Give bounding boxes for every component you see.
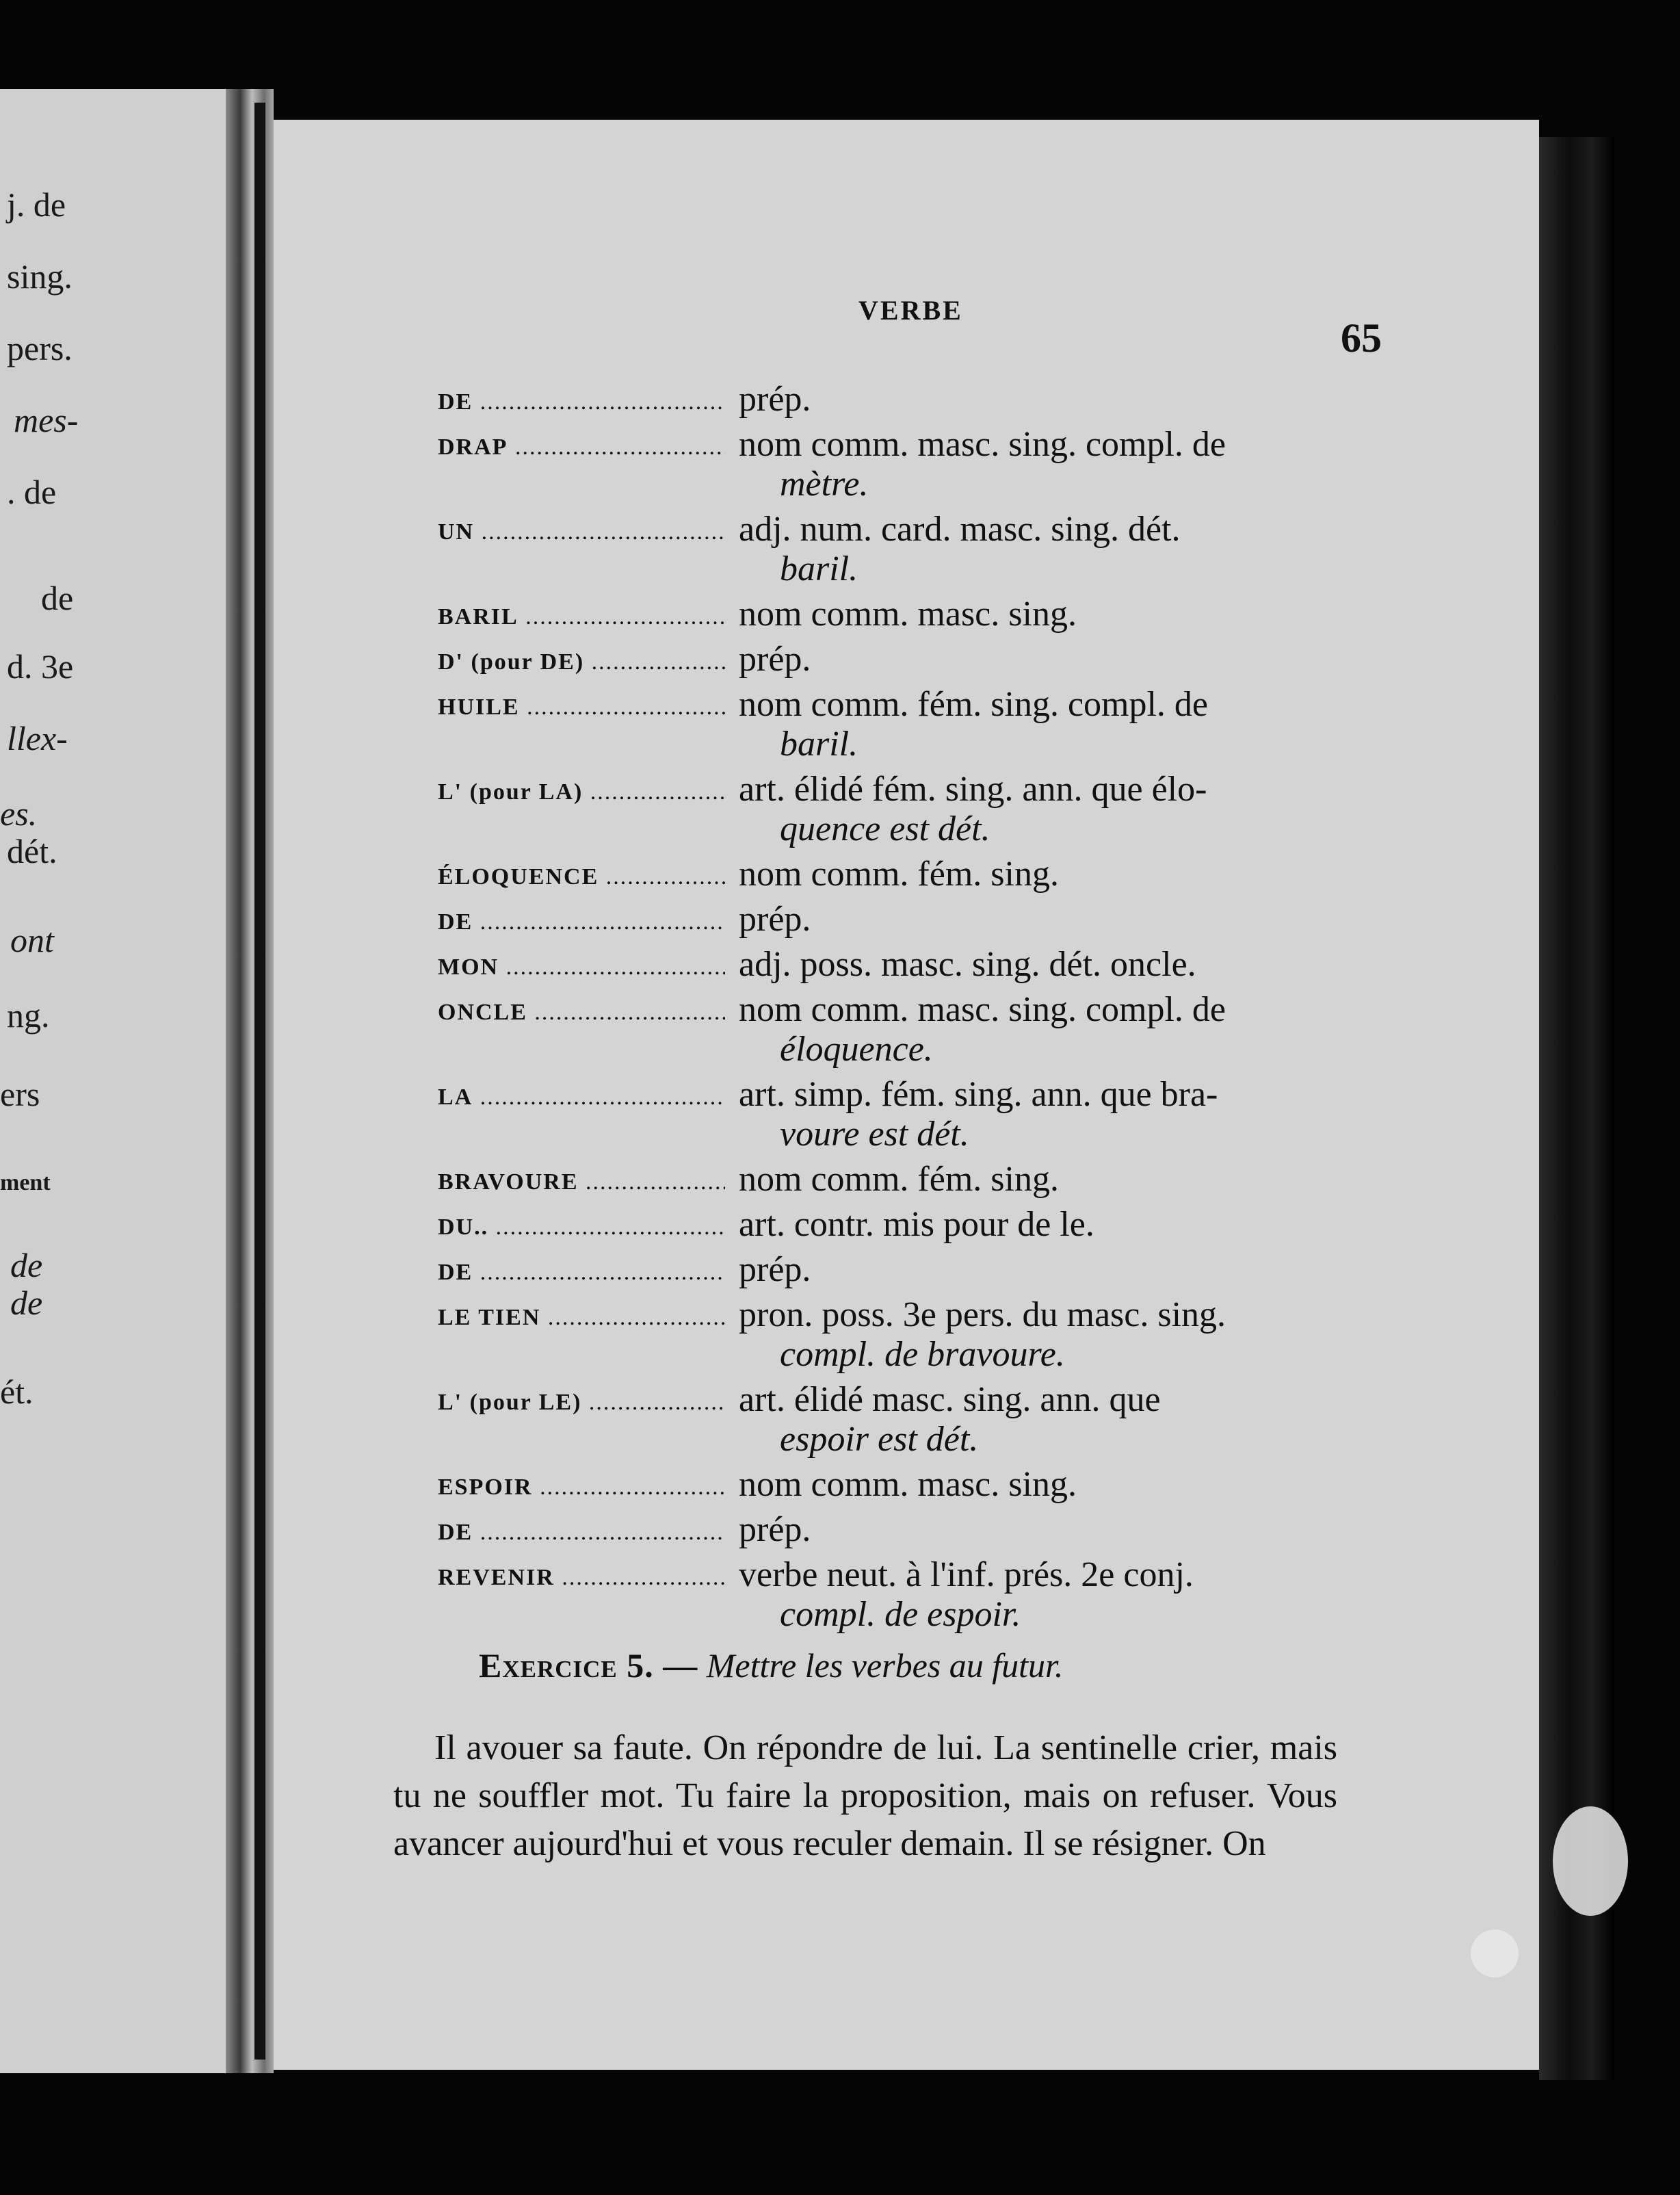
entry-definition: art. élidé fém. sing. ann. que élo- (739, 770, 1207, 809)
entry-definition: prép. (739, 900, 811, 939)
entry-row (438, 1250, 1395, 1290)
entry-term: ESPOIR ..... (438, 1475, 725, 1501)
entry-term: DE ..... (438, 909, 725, 935)
entry-continuation: compl. de bravoure. (780, 1335, 1065, 1374)
entry-row (438, 900, 1395, 939)
left-page-fragment: de (10, 1284, 43, 1322)
left-page-fragment: ét. (0, 1373, 34, 1411)
entry-definition: prép. (739, 1250, 811, 1289)
entry-term: LE TIEN ..... (438, 1305, 725, 1331)
left-page-fragment: dét. (7, 832, 57, 870)
entry-term: L' (pour LA) ..... (438, 779, 725, 805)
entry-term: DE ..... (438, 1520, 725, 1546)
entry-row (438, 595, 1395, 634)
entry-row (438, 1510, 1395, 1550)
entry-term: DU.. ..... (438, 1215, 725, 1241)
entry-definition: nom comm. masc. sing. (739, 1465, 1077, 1504)
entry-definition: nom comm. masc. sing. (739, 595, 1077, 634)
entry-row (438, 425, 1395, 504)
entry-definition: prép. (739, 1510, 811, 1549)
entry-term: ÉLOQUENCE ..... (438, 864, 725, 890)
entry-row (438, 640, 1395, 679)
entry-definition: nom comm. masc. sing. compl. de (739, 425, 1226, 464)
entry-row (438, 770, 1395, 849)
entry-row (438, 1465, 1395, 1505)
left-page-fragment: ng. (7, 996, 50, 1035)
entry-term: HUILE ..... (438, 694, 725, 720)
paper-stain (1471, 1930, 1519, 1977)
left-page (0, 89, 226, 2073)
entry-definition: verbe neut. à l'inf. prés. 2e conj. (739, 1555, 1194, 1594)
entry-row (438, 1295, 1395, 1375)
entry-term: DRAP ..... (438, 434, 725, 460)
entry-continuation: éloquence. (780, 1030, 933, 1069)
entry-continuation: espoir est dét. (780, 1420, 979, 1459)
paper-stain (1553, 1806, 1628, 1916)
entry-definition: art. élidé masc. sing. ann. que (739, 1380, 1161, 1419)
left-page-fragment: ers (0, 1075, 40, 1113)
entry-term: MON ..... (438, 954, 725, 980)
left-page-fragment: ont (10, 921, 54, 959)
entry-definition: prép. (739, 640, 811, 679)
entry-term: REVENIR ..... (438, 1565, 725, 1591)
exercise-instruction: Mettre les verbes au futur. (706, 1646, 1064, 1685)
left-page-fragment: mes- (14, 401, 79, 439)
left-page-fragment: d. 3e (7, 647, 74, 686)
left-page-fragment: llex- (7, 719, 68, 757)
exercise-body-text: Il avouer sa faute. On répondre de lui. La sentinelle crier, mais tu ne souffler mot. Tu faire la proposition, mais on refuser. Vous avancer aujourd'hui et vous reculer demain. Il se résigner. On (393, 1728, 1337, 1863)
entry-definition: nom comm. masc. sing. compl. de (739, 990, 1226, 1029)
entry-row (438, 1380, 1395, 1459)
entry-definition: adj. poss. masc. sing. dét. oncle. (739, 945, 1196, 984)
exercise-label: Exercice 5. — (479, 1646, 698, 1685)
entry-row (438, 945, 1395, 985)
entry-definition: nom comm. fém. sing. (739, 855, 1059, 894)
entry-row (438, 1075, 1395, 1154)
left-page-fragment: de (10, 1246, 43, 1284)
entry-term: BRAVOURE ..... (438, 1169, 725, 1195)
left-page-fragment: ment (0, 1170, 51, 1195)
entry-definition: prép. (739, 380, 811, 419)
left-page-fragment: sing. (7, 257, 73, 296)
entry-row (438, 510, 1395, 589)
running-header: VERBE (858, 295, 963, 326)
entry-term: BARIL ..... (438, 604, 725, 630)
entry-term: L' (pour LE) ..... (438, 1390, 725, 1416)
entry-continuation: mètre. (780, 465, 869, 504)
left-page-fragment: es. (0, 794, 38, 833)
exercise-heading (479, 1646, 1368, 1685)
left-page-fragment: de (41, 579, 74, 617)
entry-continuation: compl. de espoir. (780, 1595, 1021, 1634)
entry-continuation: voure est dét. (780, 1115, 969, 1154)
entry-row (438, 685, 1395, 764)
entry-term: D' (pour DE) ..... (438, 649, 725, 675)
left-page-fragment: j. de (7, 185, 66, 224)
page-number: 65 (1341, 315, 1382, 361)
entry-term: UN ..... (438, 519, 725, 545)
entry-row (438, 1160, 1395, 1199)
entry-row (438, 1205, 1395, 1245)
analysis-list (438, 380, 1395, 1640)
left-page-fragments (0, 89, 226, 2073)
entry-term: DE ..... (438, 1260, 725, 1286)
book-gutter (226, 89, 274, 2073)
entry-term: DE ..... (438, 389, 725, 415)
entry-row (438, 1555, 1395, 1635)
entry-definition: nom comm. fém. sing. (739, 1160, 1059, 1199)
entry-continuation: baril. (780, 549, 858, 588)
entry-definition: art. contr. mis pour de le. (739, 1205, 1094, 1244)
entry-definition: nom comm. fém. sing. compl. de (739, 685, 1209, 724)
entry-term: ONCLE ..... (438, 1000, 725, 1026)
entry-row (438, 380, 1395, 419)
entry-definition: art. simp. fém. sing. ann. que bra- (739, 1075, 1218, 1114)
gutter-shadow (254, 103, 265, 2060)
entry-definition: pron. poss. 3e pers. du masc. sing. (739, 1295, 1226, 1334)
right-page-edge (1539, 137, 1614, 2080)
entry-continuation: baril. (780, 725, 858, 764)
entry-continuation: quence est dét. (780, 809, 990, 848)
entry-row (438, 990, 1395, 1069)
entry-definition: adj. num. card. masc. sing. dét. (739, 510, 1181, 549)
left-page-fragment: pers. (7, 329, 73, 367)
entry-row (438, 855, 1395, 894)
entry-term: LA ..... (438, 1084, 725, 1111)
left-page-fragment: . de (7, 473, 57, 511)
